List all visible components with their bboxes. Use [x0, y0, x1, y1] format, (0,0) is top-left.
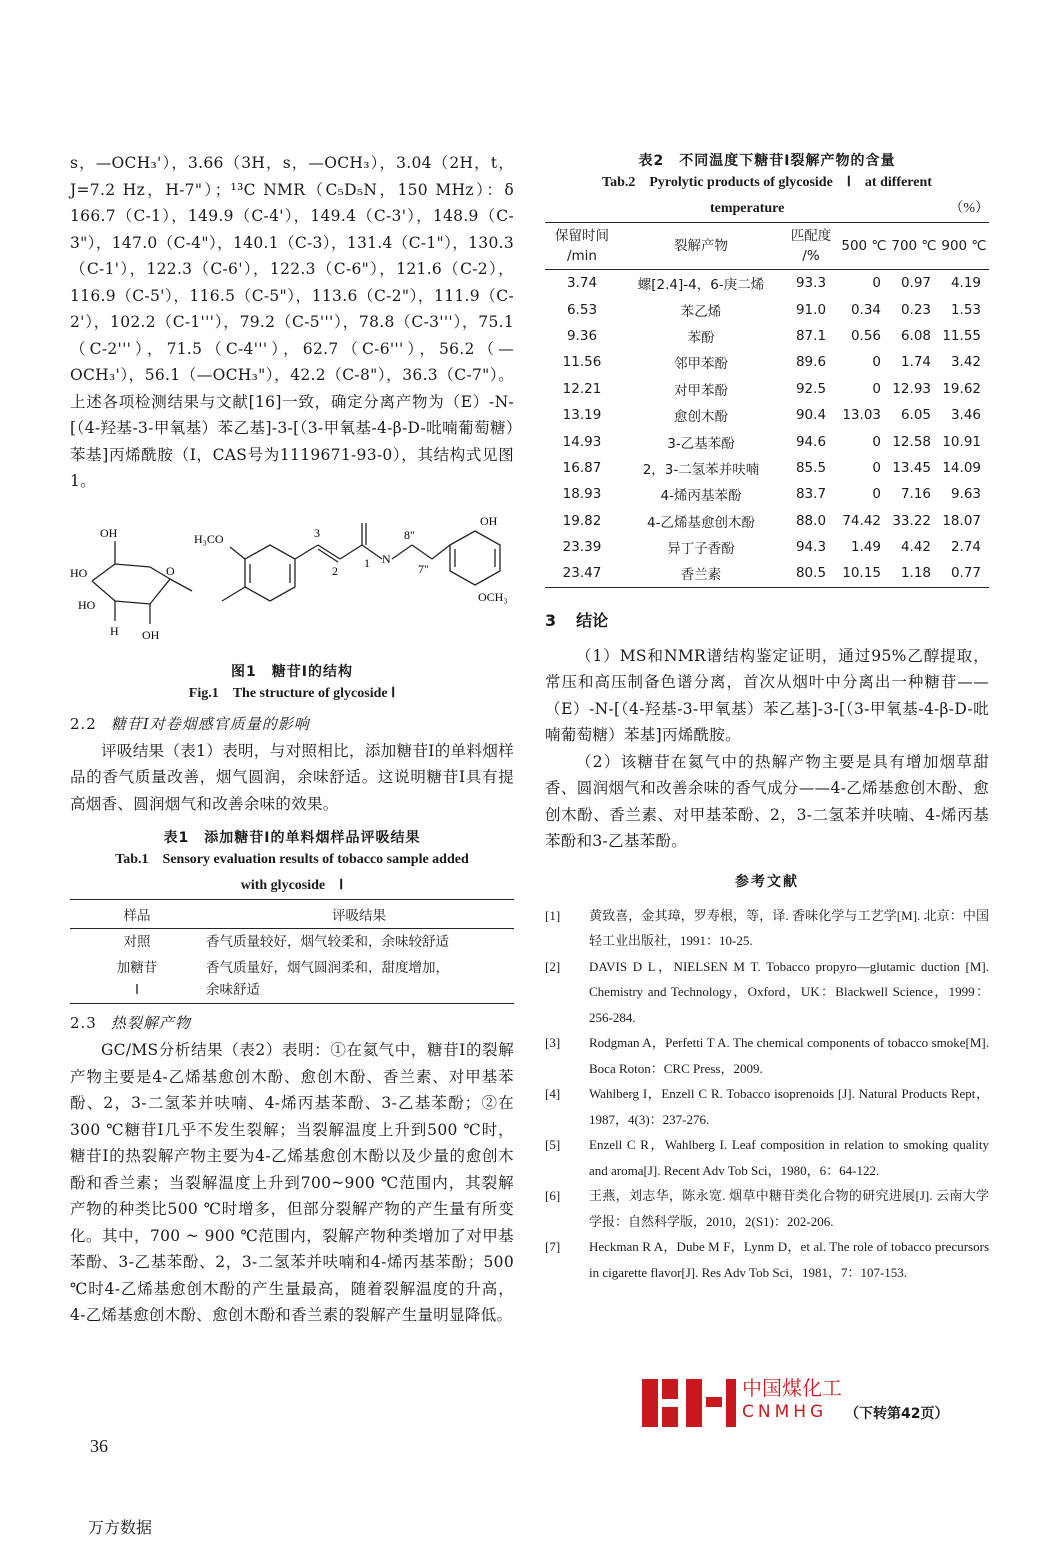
table-2-unit: （%） [949, 201, 989, 216]
table-1-header-sample: 样品 [70, 900, 204, 929]
table-2-cell-700: 7.16 [900, 486, 931, 503]
reference-item [545, 954, 989, 1031]
label-num3: 3 [314, 525, 320, 540]
table-row [545, 323, 989, 349]
figure-1-caption-cn: 图1 糖苷Ⅰ的结构 [231, 663, 353, 680]
table-2-cell-product: 苯酚 [687, 329, 715, 346]
table-1-caption-en-2: with glycoside Ⅰ [240, 878, 344, 893]
section-2-3-number: 2.3 [70, 1014, 97, 1032]
reference-text: Rodgman A，Perfetti T A. The chemical components of tobacco smoke[M]. Boca Roton：CRC Press，2009. [589, 1035, 989, 1076]
table-2-cell-product: 3-乙基苯酚 [667, 435, 735, 452]
table-2-cell-product: 4-烯丙基苯酚 [660, 488, 742, 505]
table-2-header-row [545, 223, 989, 270]
table-2-cell-product: 螺[2.4]-4，6-庚二烯 [637, 277, 765, 294]
table-2-cell-900: 4.19 [950, 275, 981, 292]
table-2-cell-500: 0 [872, 380, 881, 397]
table-1-cell-added-line-1: 加糖苷 [116, 960, 158, 976]
table-2-cell-product: 香兰素 [680, 567, 722, 584]
table-2-cell-match: 88.0 [795, 512, 827, 529]
table-2-cell-900: 2.74 [950, 539, 981, 556]
reference-item [545, 903, 989, 954]
table-1-cell-added [70, 955, 204, 1004]
table-2 [545, 222, 989, 588]
label-n: N [382, 551, 391, 566]
table-row [545, 270, 989, 297]
table-2-cell-product: 苯乙烯 [680, 303, 722, 320]
table-2-caption-en-2-text: temperature [709, 201, 785, 216]
label-oh-1: OH [100, 525, 118, 540]
table-2-cell-product: 异丁子香酚 [667, 541, 735, 558]
table-row [545, 508, 989, 534]
table-1-header-row [70, 900, 514, 929]
table-1-cell-added-line-2: Ⅰ [135, 982, 139, 998]
table-2-cell-rt: 12.21 [562, 380, 602, 397]
table-2-header-match-line-2: /% [802, 248, 820, 264]
label-h3co: H₃CO [194, 531, 224, 546]
pyrolysis-paragraph: GC/MS分析结果（表2）表明：①在氦气中，糖苷Ⅰ的裂解产物主要是4-乙烯基愈创木酚、愈创木酚、香兰素、对甲基苯酚、2，3-二氢苯并呋喃、4-烯丙基苯酚、3-乙基苯酚；②在300 ℃糖苷Ⅰ几乎不发生裂解；当裂解温度上升到500 ℃时，糖苷Ⅰ的热裂解产物主要为4-乙烯基愈创木酚以及少量的愈创木酚和香兰素；当裂解温度上升到700~900 ℃范围内，其裂解产物的种类比500 ℃时增多，但部分裂解产物的产生量有所变化。其中，700 ~ 900 ℃范围内，裂解产物种类增加了对甲基苯酚、3-乙基苯酚、2，3-二氢苯并呋喃和4-烯丙基苯酚；500 ℃时4-乙烯基愈创木酚的产生量最高，随着裂解温度的升高，4-乙烯基愈创木酚、愈创木酚和香兰素的裂解产生量明显降低。 [70, 1041, 514, 1324]
table-2-caption-cn: 表2 不同温度下糖苷Ⅰ裂解产物的含量 [638, 153, 896, 169]
section-3-number: 3 [545, 610, 557, 630]
table-2-cell-900: 10.91 [942, 433, 981, 450]
table-2-cell-product: 愈创木酚 [674, 409, 728, 426]
table-row [545, 534, 989, 560]
table-2-cell-product: 4-乙烯基愈创木酚 [647, 514, 755, 531]
label-oh-3: OH [480, 513, 498, 528]
reference-text: DAVIS D L，NIELSEN M T. Tobacco propyro—glutamic duction [M]. Chemistry and Technology，Oxford，UK：Blackwell Science，1999：256-284. [589, 958, 989, 1025]
watermark-text-cn: 中国煤化工 [742, 1376, 842, 1400]
table-1-cell-control-result: 香气质量较好，烟气较柔和，余味较舒适 [206, 934, 449, 950]
label-oh-2: OH [142, 627, 160, 642]
page-number: 36 [90, 1436, 108, 1456]
table-2-cell-match: 94.6 [795, 433, 827, 450]
table-2-cell-700: 1.74 [900, 354, 931, 371]
reference-text: Wahlberg I，Enzell C R. Tobacco isoprenoids [J]. Natural Products Rept，1987，4(3)：237-276. [589, 1086, 989, 1127]
table-2-cell-900: 0.77 [950, 565, 981, 582]
section-2-3-title: 热裂解产物 [110, 1014, 191, 1032]
table-row [70, 955, 514, 1004]
reference-number: [3] [545, 1035, 561, 1051]
table-1-cell-added-result [204, 955, 514, 1004]
table-2-cell-900: 3.46 [950, 407, 981, 424]
table-2-cell-700: 6.08 [900, 327, 931, 344]
table-2-header-rt-line-1: 保留时间 [555, 228, 609, 244]
table-row [545, 402, 989, 428]
table-2-cell-match: 89.6 [795, 354, 827, 371]
label-num2: 2 [332, 563, 338, 578]
table-2-cell-700: 12.93 [892, 380, 931, 397]
table-2-caption-en-2 [545, 196, 989, 222]
label-num8: 8" [404, 527, 415, 542]
reference-number: [6] [545, 1188, 561, 1204]
section-2-2-heading [70, 713, 514, 734]
section-3-heading [545, 608, 989, 631]
table-2-cell-rt: 23.39 [562, 539, 602, 556]
table-row [545, 428, 989, 454]
table-2-cell-rt: 14.93 [562, 433, 602, 450]
table-row [545, 376, 989, 402]
reference-number: [7] [545, 1239, 561, 1255]
label-och3: OCH₃ [478, 589, 508, 604]
table-row [545, 296, 989, 322]
table-2-cell-900: 11.55 [942, 327, 981, 344]
table-1 [70, 899, 514, 1004]
table-2-cell-500: 0 [872, 459, 881, 476]
table-row [70, 929, 514, 956]
label-num1: 1 [364, 555, 370, 570]
table-2-cell-900: 9.63 [950, 486, 981, 503]
table-2-cell-700: 1.18 [900, 565, 931, 582]
reference-item [545, 1234, 989, 1285]
table-1-cell-control: 对照 [123, 934, 151, 950]
sensory-paragraph: 评吸结果（表1）表明，与对照相比，添加糖苷Ⅰ的单料烟样品的香气质量改善，烟气圆润，余味舒适。这说明糖苷Ⅰ具有提高烟香、圆润烟气和改善余味的效果。 [70, 741, 514, 813]
table-2-cell-rt: 11.56 [562, 354, 602, 371]
table-2-cell-rt: 9.36 [566, 327, 598, 344]
reference-number: [1] [545, 907, 561, 923]
table-2-cell-product: 邻甲苯酚 [674, 356, 728, 373]
table-1-caption-en-1: Tab.1 Sensory evaluation results of tobacco sample added [115, 852, 469, 867]
label-h: H [110, 623, 119, 638]
table-2-cell-700: 33.22 [892, 512, 931, 529]
table-row [545, 481, 989, 507]
table-2-cell-700: 4.42 [900, 539, 931, 556]
table-2-cell-match: 80.5 [795, 565, 827, 582]
table-2-cell-700: 13.45 [892, 459, 931, 476]
table-2-cell-match: 85.5 [795, 459, 827, 476]
table-2-header-product: 裂解产物 [619, 223, 783, 270]
section-2-2-title: 糖苷Ⅰ对卷烟感官质量的影响 [110, 714, 310, 733]
table-row [545, 560, 989, 587]
table-2-caption-en-1: Tab.2 Pyrolytic products of glycoside Ⅰ at different [602, 175, 932, 190]
nmr-paragraph: s，—OCH₃'），3.66（3H，s，—OCH₃），3.04（2H，t，J=7.2 Hz，H-7"）；¹³C NMR（C₅D₅N，150 MHz）：δ 166.7（C-1），149.9（C-4'），149.4（C-3'），148.9（C-3"），147.0（C-4"），140.1（C-3），131.4（C-1"），130.3（C-1'），122.3（C-6'），122.3（C-6"），121.6（C-2），116.9（C-5'），116.5（C-5"），113.6（C-2"），111.9（C-2'），102.2（C-1'''），79.2（C-5'''），78.8（C-3'''），75.1（C-2'''），71.5（C-4'''），62.7（C-6'''），56.2（—OCH₃'），56.1（—OCH₃"），42.2（C-8"），36.3（C-7"）。上述各项检测结果与文献[16]一致，确定分离产物为（E）-N-[（4-羟基-3-甲氧基）苯乙基]-3-[（3-甲氧基-4-β-D-吡喃葡萄糖）苯基]丙烯酰胺（Ⅰ，CAS号为1119671-93-0），其结构式见图1。 [70, 154, 514, 490]
section-2-2-number: 2.2 [70, 714, 97, 733]
table-2-cell-500: 0.34 [850, 301, 881, 318]
reference-item [545, 1132, 989, 1183]
table-2-cell-product: 2，3-二氢苯并呋喃 [642, 461, 760, 478]
reference-text: 王燕，刘志华，陈永宽. 烟草中糖苷类化合物的研究进展[J]. 云南大学学报：自然科学版，2010，2(S1)：202-206. [589, 1188, 989, 1229]
table-2-cell-product: 对甲苯酚 [674, 382, 728, 399]
table-2-cell-rt: 6.53 [566, 301, 598, 318]
table-2-cell-500: 13.03 [842, 407, 881, 424]
table-1-header-result: 评吸结果 [204, 900, 514, 929]
label-ho-2: HO [78, 597, 96, 612]
table-2-header-match-line-1: 匹配度 [790, 228, 832, 244]
conclusion-1: （1）MS和NMR谱结构鉴定证明，通过95%乙醇提取，常压和高压制备色谱分离，首次从烟叶中分离出一种糖苷——（E）-N-[（4-羟基-3-甲氧基）苯乙基]-3-[（3-甲氧基-4-β-D-吡喃葡萄糖）苯基]丙烯酰胺。 [545, 646, 989, 745]
table-2-cell-700: 12.58 [892, 433, 931, 450]
table-1-caption-cn: 表1 添加糖苷Ⅰ的单料烟样品评吸结果 [163, 830, 421, 846]
continued-note: （下转第42页） [845, 1406, 949, 1422]
table-2-body [545, 270, 989, 588]
table-2-cell-match: 94.3 [795, 539, 827, 556]
table-row [545, 455, 989, 481]
table-2-header-rt-line-2: /min [566, 248, 597, 264]
reference-text: 黄致喜，金其璋，罗寿根，等，译. 香味化学与工艺学[M]. 北京：中国轻工业出版社，1991：10-25. [589, 907, 989, 949]
table-2-cell-match: 90.4 [795, 407, 827, 424]
table-2-cell-rt: 18.93 [562, 486, 602, 503]
table-2-header-rt [545, 223, 619, 270]
table-2-cell-match: 92.5 [795, 380, 827, 397]
table-1-cell-added-result-line-1: 香气质量好，烟气圆润柔和，甜度增加， [206, 960, 449, 976]
table-2-cell-700: 6.05 [900, 407, 931, 424]
glycoside-structure-diagram [70, 509, 514, 649]
reference-text: Enzell C R，Wahlberg I. Leaf composition in relation to smoking quality and aroma[J]. Recent Adv Tob Sci，1980，6：64-122. [589, 1137, 989, 1178]
table-2-cell-500: 0 [872, 433, 881, 450]
table-2-cell-700: 0.97 [900, 275, 931, 292]
watermark-text-en: CNMHG [742, 1402, 828, 1422]
right-column [545, 150, 989, 1285]
section-2-3-heading [70, 1012, 514, 1033]
table-2-cell-900: 18.07 [942, 512, 981, 529]
section-3-title: 结论 [576, 610, 609, 630]
figure-1 [70, 509, 514, 707]
references-list [545, 903, 989, 1286]
table-row [545, 349, 989, 375]
table-2-header-500: 500 ℃ [839, 223, 889, 270]
table-2-cell-700: 0.23 [900, 301, 931, 318]
table-2-cell-500: 0 [872, 275, 881, 292]
table-2-cell-900: 19.62 [942, 380, 981, 397]
reference-item [545, 1081, 989, 1132]
table-2-cell-match: 91.0 [795, 301, 827, 318]
table-2-cell-match: 93.3 [795, 275, 827, 292]
table-1-cell-added-result-line-2: 余味舒适 [206, 982, 260, 998]
table-2-cell-500: 0 [872, 354, 881, 371]
figure-1-caption-en: Fig.1 The structure of glycoside Ⅰ [188, 685, 396, 701]
table-2-cell-900: 14.09 [942, 459, 981, 476]
label-ho-1: HO [70, 565, 88, 580]
table-2-cell-500: 74.42 [842, 512, 881, 529]
table-2-cell-rt: 3.74 [566, 275, 598, 292]
reference-number: [5] [545, 1137, 561, 1153]
reference-text: Heckman R A，Dube M F，Lynm D，et al. The role of tobacco precursors in cigarette flavor[J]. Res Adv Tob Sci，1981，7：107-153. [589, 1239, 989, 1280]
reference-item [545, 1183, 989, 1234]
table-2-cell-rt: 23.47 [562, 565, 602, 582]
table-2-header-900: 900 ℃ [939, 223, 989, 270]
table-2-cell-rt: 19.82 [562, 512, 602, 529]
table-2-cell-rt: 13.19 [562, 407, 602, 424]
table-2-cell-500: 0 [872, 486, 881, 503]
table-2-cell-match: 87.1 [795, 327, 827, 344]
table-2-cell-match: 83.7 [795, 486, 827, 503]
table-2-header-match [783, 223, 839, 270]
label-num7: 7" [418, 561, 429, 576]
label-o: O [166, 563, 175, 578]
conclusion-2: （2）该糖苷在氦气中的热解产物主要是具有增加烟草甜香、圆润烟气和改善余味的香气成分——4-乙烯基愈创木酚、愈创木酚、香兰素、对甲基苯酚、2，3-二氢苯并呋喃、4-烯丙基苯酚和3-乙基苯酚。 [545, 752, 989, 851]
table-2-cell-900: 3.42 [950, 354, 981, 371]
table-2-cell-900: 1.53 [950, 301, 981, 318]
source-watermark: 万方数据 [88, 1518, 153, 1537]
table-2-header-700: 700 ℃ [889, 223, 939, 270]
table-2-cell-500: 0.56 [850, 327, 881, 344]
table-2-cell-500: 1.49 [850, 539, 881, 556]
reference-number: [4] [545, 1086, 561, 1102]
reference-number: [2] [545, 958, 561, 974]
references-title: 参考文献 [735, 873, 799, 890]
table-2-cell-rt: 16.87 [562, 459, 602, 476]
reference-item [545, 1030, 989, 1081]
table-2-cell-500: 10.15 [842, 565, 881, 582]
left-column [70, 150, 514, 1329]
